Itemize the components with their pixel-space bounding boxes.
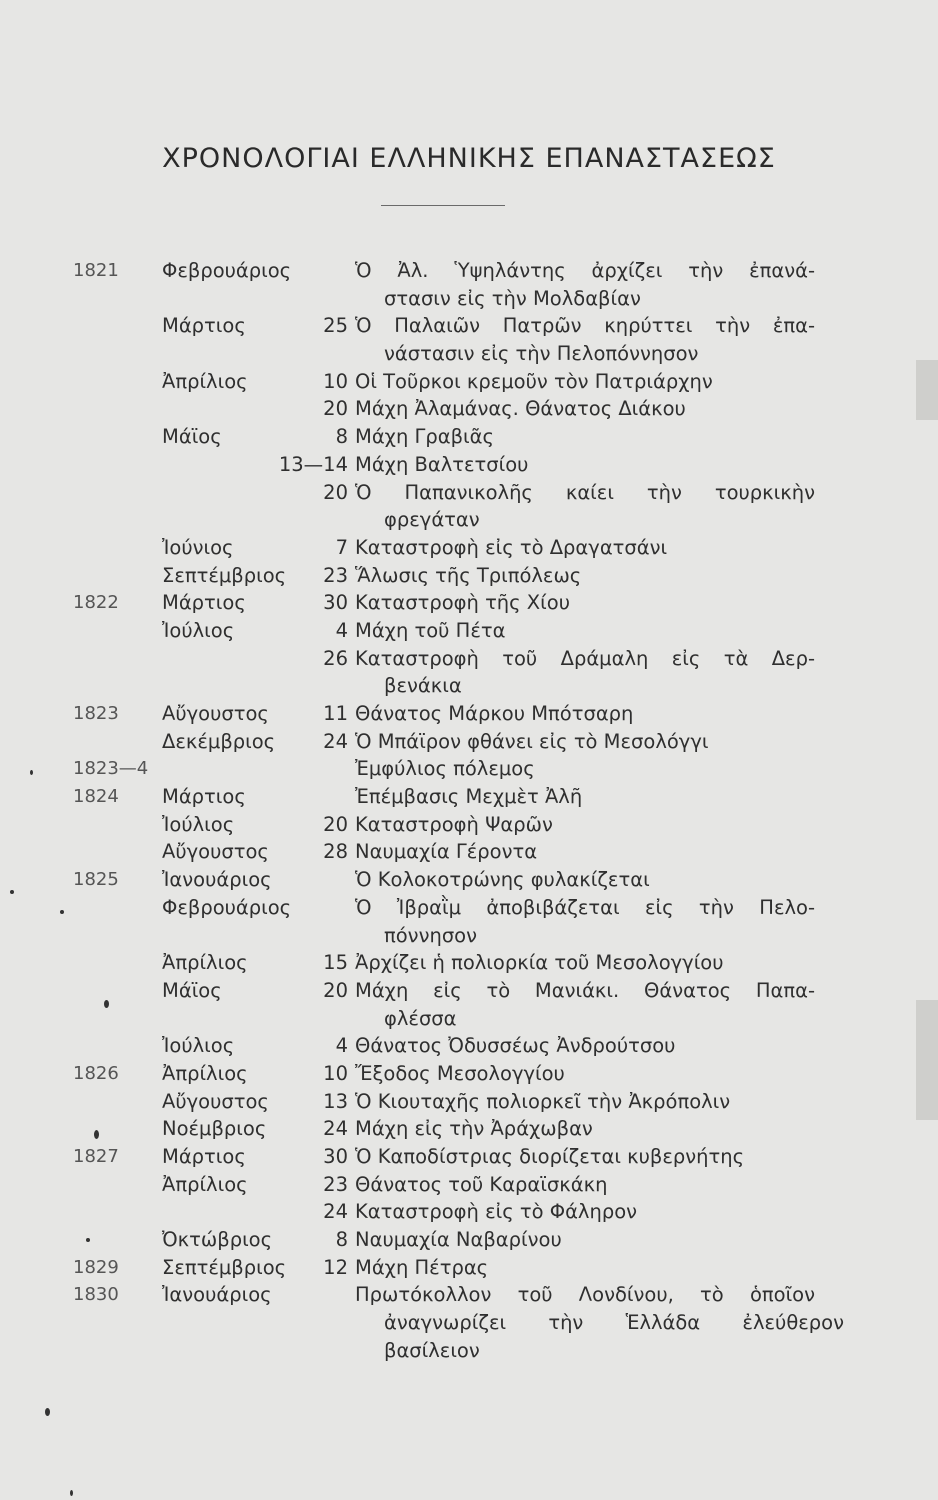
event-text: Θάνατος τοῦ Καραϊσκάκη: [355, 1172, 608, 1196]
chronology-row: [0, 645, 938, 673]
chronology-row: [0, 977, 938, 1005]
paper-speck: [10, 890, 14, 894]
chronology-row: [0, 312, 938, 340]
month-label: Μάϊος: [162, 978, 222, 1002]
event-text: Καταστροφὴ τοῦ Δράμαλη εἰς τὰ Δερ-: [355, 646, 815, 670]
page-title: ΧΡΟΝΟΛΟΓΙΑΙ ΕΛΛΗΝΙΚΗΣ ΕΠΑΝΑΣΤΑΣΕΩΣ: [162, 143, 776, 174]
day-label: 28: [323, 840, 348, 864]
chronology-row: [0, 1143, 938, 1171]
chronology-row: [0, 1032, 938, 1060]
chronology-row: [0, 534, 938, 562]
chronology-row: [0, 922, 938, 950]
year-label: 1825: [73, 869, 119, 891]
chronology-row: [0, 423, 938, 451]
paper-speck: [30, 770, 33, 775]
paper-speck: [70, 1490, 73, 1496]
chronology-row: [0, 838, 938, 866]
day-label: 23: [323, 563, 348, 587]
chronology-row: [0, 617, 938, 645]
year-label: 1822: [73, 592, 119, 614]
day-label: 8: [335, 1228, 348, 1252]
month-label: Ἰούλιος: [162, 1034, 235, 1058]
month-label: Μάρτιος: [162, 314, 246, 338]
day-label: 20: [323, 397, 348, 421]
paper-speck: [45, 1408, 50, 1416]
page-edge-shadow: [916, 1000, 938, 1120]
chronology-row: [0, 1171, 938, 1199]
month-label: Φεβρουάριος: [162, 259, 292, 282]
event-text: βασίλειον: [384, 1338, 480, 1362]
chronology-row: [0, 506, 938, 534]
event-text: Μάχη εἰς τὴν Ἀράχωβαν: [355, 1117, 593, 1141]
chronology-row: [0, 755, 938, 783]
event-text: Ἀρχίζει ἡ πολιορκία τοῦ Μεσολογγίου: [355, 951, 724, 975]
event-text: Μάχη τοῦ Πέτα: [355, 618, 506, 642]
day-label: 30: [323, 591, 348, 615]
chronology-row: [0, 1115, 938, 1143]
event-text: Ὁ Καποδίστριας διορίζεται κυβερνήτης: [355, 1145, 745, 1168]
month-label: Ἰούνιος: [162, 535, 234, 559]
chronology-row: [0, 589, 938, 617]
month-label: Φεβρουάριος: [162, 895, 292, 919]
event-text: Καταστροφὴ εἰς τὸ Φάληρον: [355, 1200, 638, 1224]
year-label: 1821: [73, 260, 119, 281]
month-label: Ἀπρίλιος: [162, 951, 248, 975]
month-label: Δεκέμβριος: [162, 729, 276, 753]
month-label: Ἀπρίλιος: [162, 1061, 248, 1085]
event-text: Ὁ Κολοκοτρώνης φυλακίζεται: [355, 868, 650, 892]
event-text: Ὁ Παπανικολῆς καίει τὴν τουρκικὴν: [355, 480, 815, 504]
year-label: 1830: [73, 1284, 119, 1306]
day-label: 24: [323, 729, 348, 753]
paper-speck: [60, 910, 64, 914]
chronology-row: [0, 728, 938, 756]
day-label: 25: [323, 314, 348, 338]
event-text: Ὁ Ἰβραῒμ ἀποβιβάζεται εἰς τὴν Πελο-: [355, 895, 815, 919]
chronology-row: [0, 368, 938, 396]
day-label: 11: [323, 702, 348, 725]
day-label: 24: [323, 1200, 348, 1224]
event-text: Μάχη Ἀλαμάνας. Θάνατος Διάκου: [355, 397, 686, 421]
year-label: 1823—4: [73, 758, 149, 780]
event-text: Θάνατος Ὀδυσσέως Ἀνδρούτσου: [355, 1034, 676, 1058]
chronology-row: [0, 866, 938, 894]
day-label: 20: [323, 812, 348, 836]
year-label: 1827: [73, 1146, 119, 1167]
event-text: Ἐπέμβασις Μεχμὲτ Ἀλῆ: [355, 785, 583, 809]
month-label: Ὀκτώβριος: [162, 1228, 273, 1252]
event-text: Ναυμαχία Ναβαρίνου: [355, 1228, 562, 1252]
day-label: 13—14: [278, 452, 348, 476]
chronology-row: [0, 1337, 938, 1365]
day-label: 7: [335, 535, 348, 559]
chronology-row: [0, 395, 938, 423]
paper-speck: [86, 1238, 90, 1242]
chronology-row: [0, 700, 938, 728]
day-label: 10: [323, 1061, 348, 1085]
chronology-row: [0, 949, 938, 977]
chronology-row: [0, 285, 938, 313]
day-label: 20: [323, 480, 348, 504]
month-label: Αὔγουστος: [162, 702, 269, 725]
day-label: 12: [323, 1255, 348, 1279]
event-text: Ὁ Παλαιῶν Πατρῶν κηρύττει τὴν ἐπα-: [355, 314, 815, 338]
chronology-row: [0, 257, 938, 285]
day-label: 20: [323, 978, 348, 1002]
chronology-row: [0, 1088, 938, 1116]
event-text: Ὁ Μπάϊρον φθάνει εἰς τὸ Μεσολόγγι: [355, 729, 709, 753]
event-text: φρεγάταν: [384, 508, 480, 532]
event-text: ἀναγνωρίζει τὴν Ἑλλάδα ἐλεύθερον: [384, 1311, 844, 1335]
page-edge-shadow: [916, 360, 938, 420]
month-label: Ἰούλιος: [162, 618, 235, 642]
month-label: Αὔγουστος: [162, 1089, 269, 1113]
month-label: Σεπτέμβριος: [162, 1255, 287, 1279]
event-text: βενάκια: [384, 674, 462, 698]
event-text: Καταστροφὴ εἰς τὸ Δραγατσάνι: [355, 535, 668, 559]
month-label: Ἰούλιος: [162, 812, 235, 836]
day-label: 4: [335, 618, 348, 642]
chronology-row: [0, 1226, 938, 1254]
event-text: Μάχη Γραβιᾶς: [355, 425, 494, 449]
event-text: Μάχη Πέτρας: [355, 1255, 489, 1279]
event-text: Θάνατος Μάρκου Μπότσαρη: [355, 702, 634, 725]
chronology-row: [0, 1309, 938, 1337]
event-text: Ὁ Κιουταχῆς πολιορκεῖ τὴν Ἀκρόπολιν: [355, 1089, 731, 1113]
chronology-row: [0, 811, 938, 839]
event-text: Οἱ Τοῦρκοι κρεμοῦν τὸν Πατριάρχην: [355, 369, 713, 393]
event-text: Καταστροφὴ τῆς Χίου: [355, 591, 570, 615]
paper-speck: [94, 1130, 99, 1139]
chronology-row: [0, 562, 938, 590]
event-text: Ἅλωσις τῆς Τριπόλεως: [355, 563, 582, 587]
year-label: 1826: [73, 1062, 119, 1084]
event-text: Ἔξοδος Μεσολογγίου: [355, 1061, 565, 1085]
chronology-row: [0, 479, 938, 507]
event-text: φλέσσα: [384, 1006, 457, 1030]
day-label: 4: [335, 1034, 348, 1058]
event-text: Ἐμφύλιος πόλεμος: [355, 757, 535, 781]
event-text: Ναυμαχία Γέροντα: [355, 840, 538, 864]
day-label: 10: [323, 369, 348, 393]
chronology-row: [0, 672, 938, 700]
chronology-row: [0, 1281, 938, 1309]
chronology-row: [0, 1254, 938, 1282]
month-label: Ἀπρίλιος: [162, 369, 248, 393]
month-label: Σεπτέμβριος: [162, 563, 287, 587]
day-label: 15: [323, 951, 348, 975]
chronology-row: [0, 783, 938, 811]
chronology-row: [0, 894, 938, 922]
title-divider: [381, 205, 505, 206]
year-label: 1823: [73, 703, 119, 724]
chronology-row: [0, 340, 938, 368]
day-label: 30: [323, 1145, 348, 1168]
event-text: Μάχη Βαλτετσίου: [355, 452, 529, 476]
day-label: 24: [323, 1117, 348, 1141]
month-label: Μάρτιος: [162, 591, 246, 615]
event-text: πόννησον: [384, 923, 477, 947]
day-label: 26: [323, 646, 348, 670]
chronology-row: [0, 451, 938, 479]
year-label: 1829: [73, 1256, 119, 1278]
chronology-row: [0, 1060, 938, 1088]
event-text: Μάχη εἰς τὸ Μανιάκι. Θάνατος Παπα-: [355, 978, 815, 1002]
month-label: Μάϊος: [162, 425, 222, 449]
event-text: νάστασιν εἰς τὴν Πελοπόννησον: [384, 342, 699, 366]
event-text: στασιν εἰς τὴν Μολδαβίαν: [384, 286, 641, 310]
day-label: 8: [335, 425, 348, 449]
day-label: 23: [323, 1172, 348, 1196]
month-label: Μάρτιος: [162, 785, 246, 809]
month-label: Ἀπρίλιος: [162, 1172, 248, 1196]
day-label: 13: [323, 1089, 348, 1113]
chronology-row: [0, 1198, 938, 1226]
paper-speck: [104, 1000, 109, 1008]
event-text: Ὁ Ἀλ. Ὑψηλάντης ἀρχίζει τὴν ἐπανά-: [355, 259, 815, 282]
month-label: Μάρτιος: [162, 1145, 246, 1168]
month-label: Ἰανουάριος: [162, 1283, 272, 1307]
chronology-row: [0, 1005, 938, 1033]
chronology-list: [0, 257, 938, 1365]
event-text: Πρωτόκολλον τοῦ Λονδίνου, τὸ ὁποῖον: [355, 1283, 815, 1307]
month-label: Αὔγουστος: [162, 840, 269, 864]
event-text: Καταστροφὴ Ψαρῶν: [355, 812, 553, 836]
month-label: Νοέμβριος: [162, 1117, 267, 1141]
month-label: Ἰανουάριος: [162, 868, 272, 892]
year-label: 1824: [73, 786, 119, 808]
